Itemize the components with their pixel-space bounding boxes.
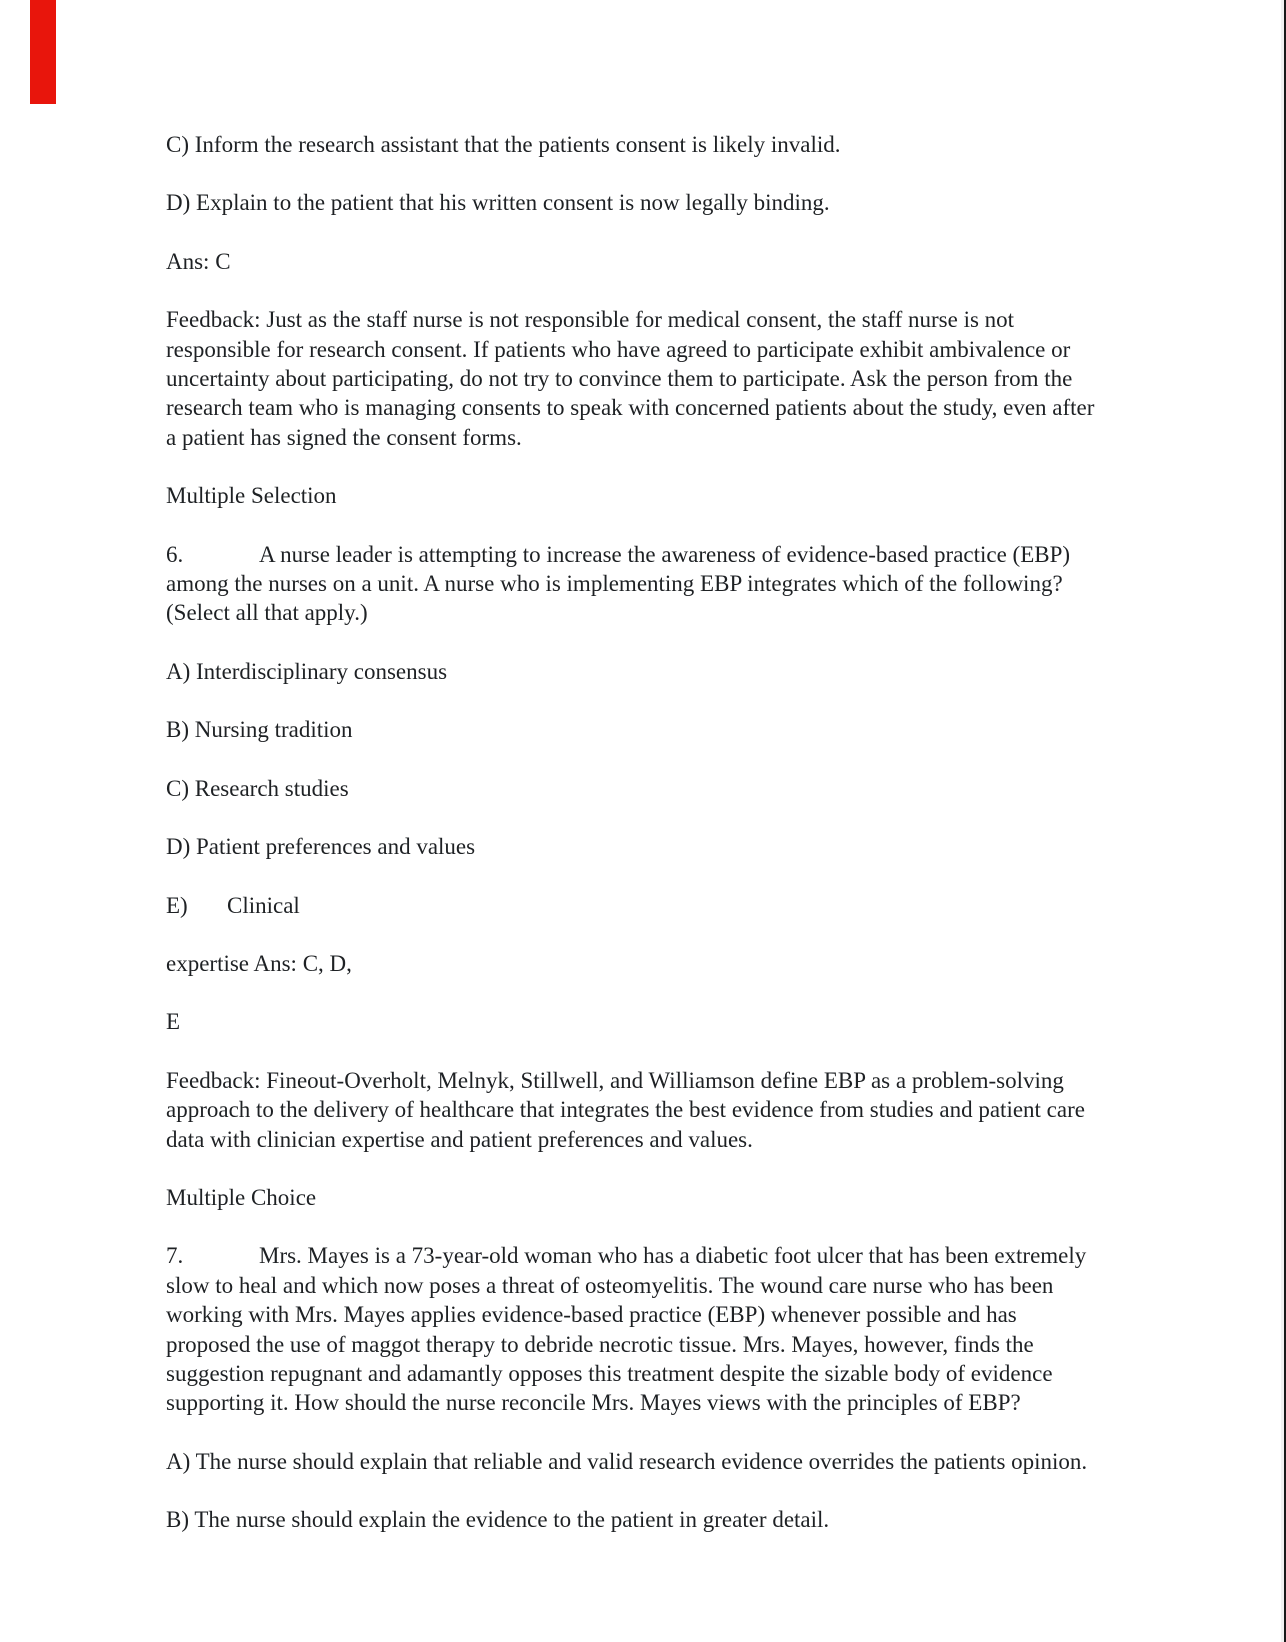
answer-key (166, 247, 1260, 276)
option-line (166, 891, 1260, 920)
answer-option-a (166, 1447, 1260, 1476)
question-number: 7. (166, 1243, 184, 1269)
question-line: slow to heal and which now poses a threat of osteomyelitis. The wound care nurse who has been (166, 1272, 1054, 1298)
question-line: working with Mrs. Mayes applies evidence-based practice (EBP) whenever possible and has (166, 1302, 1017, 1328)
feedback-line: Feedback: Just as the staff nurse is not responsible for medical consent, the staff nurse is not (166, 307, 1015, 333)
question-line: among the nurses on a unit. A nurse who is implementing EBP integrates which of the following? (166, 571, 1063, 597)
question-text: A nurse leader is attempting to increase the awareness of evidence-based practice (EBP) (259, 541, 1071, 567)
option-text: C) Research studies (166, 775, 349, 801)
answer-option-c (166, 130, 1260, 159)
option-text: Clinical (227, 892, 300, 918)
answer-option-b (166, 1505, 1260, 1534)
option-text: A) Interdisciplinary consensus (166, 658, 448, 684)
answer-key-continuation (166, 1007, 1260, 1036)
feedback-line: Feedback: Fineout-Overholt, Melnyk, Stillwell, and Williamson define EBP as a problem-solving (166, 1067, 1064, 1093)
answer-option-c (166, 774, 1260, 803)
question-line (166, 540, 1260, 569)
question-text: Mrs. Mayes is a 73-year-old woman who has a diabetic foot ulcer that has been extremely (259, 1243, 1087, 1269)
answer-key-continuation (166, 949, 1260, 978)
option-letter: E) (166, 892, 188, 918)
answer-key-text: Ans: C (166, 248, 231, 274)
section-heading-multiple-choice (166, 1183, 1260, 1212)
question-7 (166, 1241, 1260, 1417)
question-line (166, 1241, 1260, 1270)
answer-option-e (166, 891, 1260, 920)
section-heading-text: Multiple Choice (166, 1184, 317, 1210)
feedback-line: data with clinician expertise and patient preferences and values. (166, 1126, 753, 1152)
feedback-line: approach to the delivery of healthcare that integrates the best evidence from studies and patient care (166, 1097, 1085, 1123)
option-text: C) Inform the research assistant that the patients consent is likely invalid. (166, 132, 841, 157)
question-number: 6. (166, 541, 184, 567)
answer-key-text: E (166, 1009, 181, 1035)
answer-option-b (166, 715, 1260, 744)
section-heading-multiple-selection (166, 481, 1260, 510)
option-text: A) The nurse should explain that reliable and valid research evidence overrides the patients opinion. (166, 1448, 1088, 1474)
feedback-line: a patient has signed the consent forms. (166, 424, 522, 450)
answer-option-d (166, 832, 1260, 861)
feedback-paragraph (166, 305, 1260, 452)
question-line: supporting it. How should the nurse reconcile Mrs. Mayes views with the principles of EBP? (166, 1390, 1021, 1416)
section-heading-text: Multiple Selection (166, 483, 337, 509)
feedback-line: uncertainty about participating, do not try to convince them to participate. Ask the person from the (166, 366, 1073, 392)
option-text: D) Explain to the patient that his written consent is now legally binding. (166, 190, 830, 216)
question-6 (166, 540, 1260, 628)
feedback-line: research team who is managing consents to speak with concerned patients about the study, even after (166, 395, 1095, 421)
feedback-line: responsible for research consent. If patients who have agreed to participate exhibit ambivalence or (166, 336, 1071, 362)
option-text: D) Patient preferences and values (166, 834, 476, 860)
question-line: (Select all that apply.) (166, 600, 368, 626)
question-line: proposed the use of maggot therapy to debride necrotic tissue. Mrs. Mayes, however, finds the (166, 1331, 1034, 1357)
answer-option-d (166, 188, 1260, 217)
answer-option-a (166, 657, 1260, 686)
feedback-paragraph (166, 1066, 1260, 1154)
question-line: suggestion repugnant and adamantly opposes this treatment despite the sizable body of evidence (166, 1360, 1053, 1386)
option-text: B) The nurse should explain the evidence to the patient in greater detail. (166, 1507, 830, 1533)
answer-key-text: expertise Ans: C, D, (166, 950, 352, 976)
option-text: B) Nursing tradition (166, 717, 353, 743)
